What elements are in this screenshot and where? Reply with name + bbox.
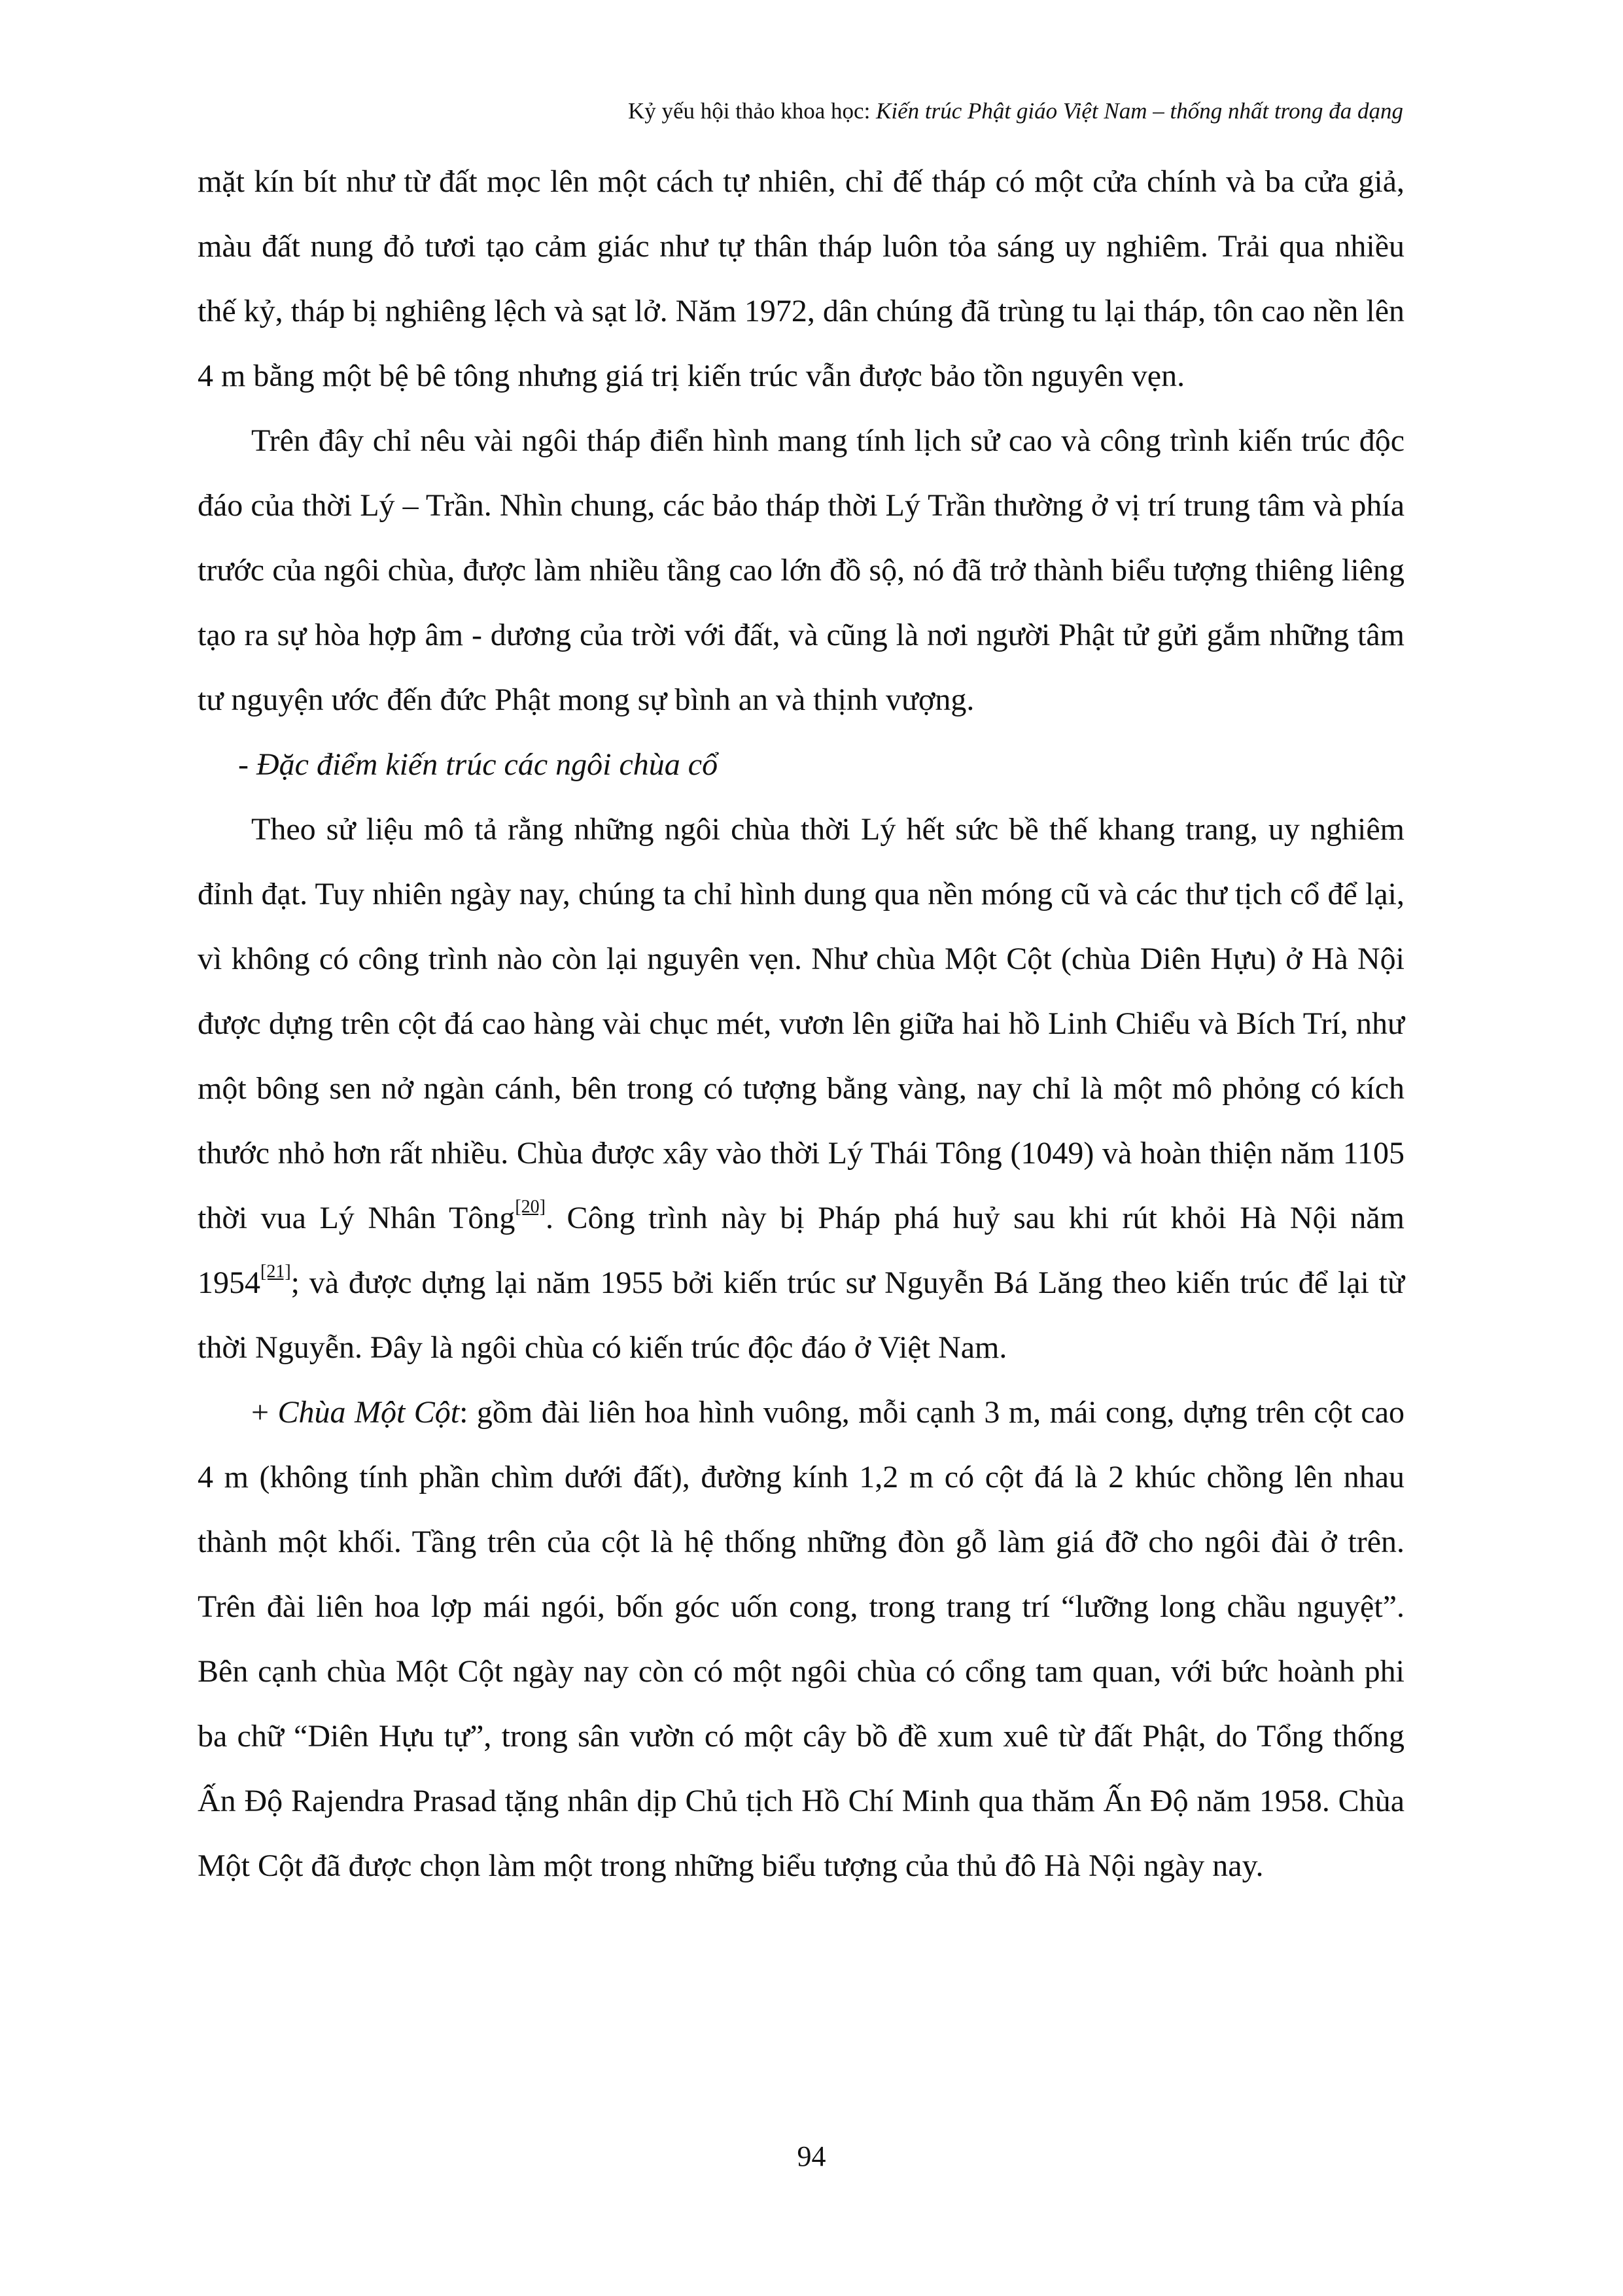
paragraph-ancient-pagodas <box>198 797 1405 1380</box>
header-title: Kiến trúc Phật giáo Việt Nam – thống nhất trong đa dạng <box>876 98 1403 124</box>
term-one-pillar-pagoda: Chùa Một Cột <box>277 1395 460 1430</box>
paragraph-ly-tran-towers: Trên đây chỉ nêu vài ngôi tháp điển hình mang tính lịch sử cao và công trình kiến trúc độc đáo của thời Lý – Trần. Nhìn chung, các bảo tháp thời Lý Trần thường ở vị trí trung tâm và phía trước của ngôi chùa, được làm nhiều tầng cao lớn đồ sộ, nó đã trở thành biểu tượng thiêng liêng tạo ra sự hòa hợp âm - dương của trời với đất, và cũng là nơi người Phật tử gửi gắm những tâm tư nguyện ước đến đức Phật mong sự bình an và thịnh vượng. <box>198 423 1405 717</box>
paragraph-text-part: ; và được dựng lại năm 1955 bởi kiến trúc sư Nguyễn Bá Lăng theo kiến trúc để lại từ thời Nguyễn. Đây là ngôi chùa có kiến trúc độc đáo ở Việt Nam. <box>198 1265 1405 1365</box>
citation-link-21[interactable]: [21] <box>260 1262 291 1282</box>
paragraph-tower-restoration: mặt kín bít như từ đất mọc lên một cách tự nhiên, chỉ đế tháp có một cửa chính và ba cửa giả, màu đất nung đỏ tươi tạo cảm giác như tự thân tháp luôn tỏa sáng uy nghiêm. Trải qua nhiều thế kỷ, tháp bị nghiêng lệch và sạt lở. Năm 1972, dân chúng đã trùng tu lại tháp, tôn cao nền lên 4 m bằng một bệ bê tông nhưng giá trị kiến trúc vẫn được bảo tồn nguyên vẹn. <box>198 164 1405 393</box>
running-header <box>196 97 1403 126</box>
page-number: 94 <box>797 2140 826 2172</box>
paragraph-text-part: . Công trình này bị Pháp phá huỷ sau khi rút khỏi Hà Nội năm 1954 <box>198 1201 1405 1300</box>
body-text <box>198 149 1405 1898</box>
section-subheading: - Đặc điểm kiến trúc các ngôi chùa cổ <box>238 747 718 782</box>
paragraph-text-part: : gồm đài liên hoa hình vuông, mỗi cạnh 3 m, mái cong, dựng trên cột cao 4 m (không tính phần chìm dưới đất), đường kính 1,2 m có cột đá là 2 khúc chồng lên nhau thành một khối. Tầng trên của cột là hệ thống những đòn gỗ làm giá đỡ cho ngôi đài ở trên. Trên đài liên hoa lợp mái ngói, bốn góc uốn cong, trong trang trí “lưỡng long chầu nguyệt”. Bên cạnh chùa Một Cột ngày nay còn có một ngôi chùa có cổng tam quan, với bức hoành phi ba chữ “Diên Hựu tự”, trong sân vườn có một cây bồ đề xum xuê từ đất Phật, do Tổng thống Ấn Độ Rajendra Prasad tặng nhân dịp Chủ tịch Hồ Chí Minh qua thăm Ấn Độ năm 1958. Chùa Một Cột đã được chọn làm một trong những biểu tượng của thủ đô Hà Nội ngày nay. <box>198 1395 1405 1883</box>
paragraph-one-pillar-pagoda <box>198 1380 1405 1898</box>
list-marker: + <box>251 1395 278 1430</box>
citation-link-20[interactable]: [20] <box>515 1197 546 1217</box>
header-prefix: Kỷ yếu hội thảo khoa học: <box>627 98 877 124</box>
paragraph-text-part: Theo sử liệu mô tả rằng những ngôi chùa thời Lý hết sức bề thế khang trang, uy nghiêm đỉnh đạt. Tuy nhiên ngày nay, chúng ta chỉ hình dung qua nền móng cũ và các thư tịch cổ để lại, vì không có công trình nào còn lại nguyên vẹn. Như chùa Một Cột (chùa Diên Hựu) ở Hà Nội được dựng trên cột đá cao hàng vài chục mét, vươn lên giữa hai hồ Linh Chiểu và Bích Trí, như một bông sen nở ngàn cánh, bên trong có tượng bằng vàng, nay chỉ là một mô phỏng có kích thước nhỏ hơn rất nhiều. Chùa được xây vào thời Lý Thái Tông (1049) và hoàn thiện năm 1105 thời vua Lý Nhân Tông <box>198 812 1405 1235</box>
